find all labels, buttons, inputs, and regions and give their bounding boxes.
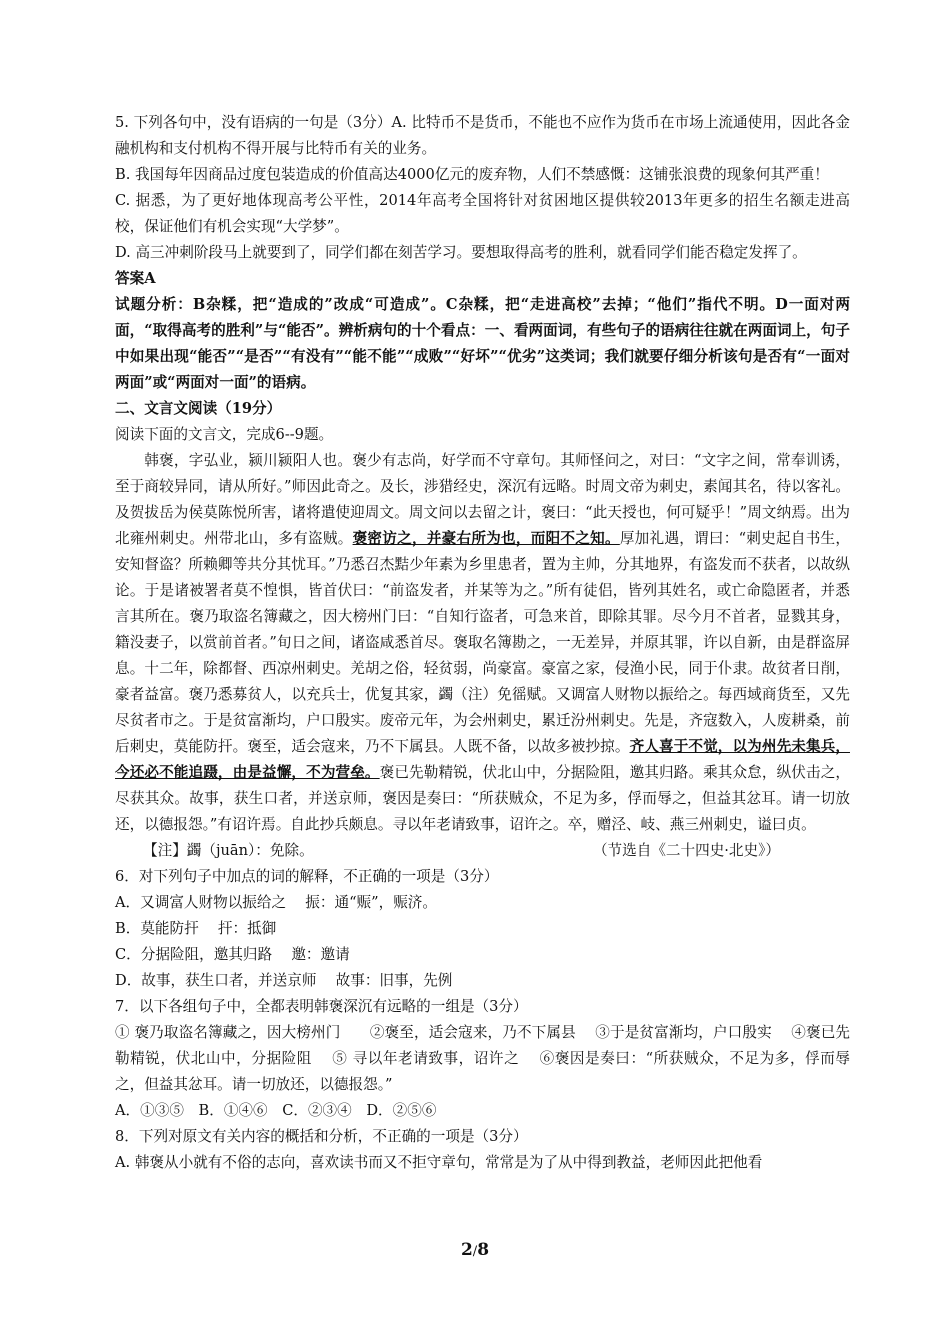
section-intro: 阅读下面的文言文，完成6--9题。: [115, 426, 334, 443]
passage-part-3: 褒已先勒精锐，伏北山中，分据险阻，邀其归路。乘其众怠，纵伏击之，尽获其众。故事，获生口者，并送京师，褒因是奏曰：“所获贼众，不足为多，俘而辱之，但益其忿耳。请一切放还，以德报怨。”有诏许焉。自此抄兵颇息。寻以年老请致事，诏许之。卒，赠泾、岐、燕三州刺史，谥曰贞。: [115, 764, 850, 833]
q6-option-d: D．故事，获生口者，并送京师 故事：旧事，先例: [115, 972, 453, 989]
q5-option-c: C. 据悉，为了更好地体现高考公平性，2014年高考全国将针对贫困地区提供较2013年更多的招生名额走进高校，保证他们有机会实现“大学梦”。: [115, 192, 850, 235]
q8-stem: 8．下列对原文有关内容的概括和分析，不正确的一项是（3分）: [115, 1128, 528, 1145]
q6-option-c: C．分据险阻，邀其归路 邀：邀请: [115, 946, 350, 963]
annotation-note: 【注】蠲（juān）：免除。: [143, 842, 314, 859]
q5-analysis: 试题分析：B杂糅，把“造成的”改成“可造成”。C杂糅，把“走进高校”去掉；“他们”指代不明。D一面对两面，“取得高考的胜利”与“能否”。辨析病句的十个看点：一、看两面词，有些句子的语病往往就在两面词上，句子中如果出现“能否”“是否”“有没有”“能不能”“成败”“好坏”“优劣”这类词；我们就要仔细分析该句是否有“一面对两面”或“两面对一面”的语病。: [115, 296, 850, 391]
source-citation: （节选自《二十四史·北史》）: [592, 842, 780, 859]
passage-part-1: 韩褒，字弘业，颍川颍阳人也。褒少有志尚，好学而不守章句。其师怪问之，对曰：“文字之间，常奉训诱，至于商较异同，请从所好。”师因此奇之。及长，涉猎经史，深沉有远略。时周文帝为刺史，素闻其名，待以客礼。及贺拔岳为侯莫陈悦所害，诸将遣使迎周文。周文问以去留之计，褒曰：“此天授也，何可疑乎！”周文纳焉。出为北雍州刺史。州带北山，多有盗贼。: [115, 452, 850, 547]
page-separator: /: [472, 1244, 478, 1259]
q7-options: A．①③⑤ B．①④⑥ C．②③④ D．②⑤⑥: [115, 1102, 437, 1119]
page-total: 8: [477, 1240, 490, 1260]
page-number: [0, 1240, 950, 1260]
q7-items: ① 褒乃取盗名簿藏之，因大榜州门 ②褒至，适会寇来，乃不下属县 ③于是贫富渐均，户口殷实 ④褒已先勒精锐，伏北山中，分据险阻 ⑤ 寻以年老请致事，诏许之 ⑥褒因是奏曰：“所获贼众，不足为多，俘而辱之，但益其忿耳。请一切放还，以德报怨。”: [115, 1024, 850, 1093]
q5-option-d: D. 高三冲刺阶段马上就要到了，同学们都在刻苦学习。要想取得高考的胜利，就看同学们能否稳定发挥了。: [115, 244, 807, 261]
q5-option-b: B. 我国每年因商品过度包装造成的价值高达4000亿元的废弃物，人们不禁感慨：这铺张浪费的现象何其严重！: [115, 166, 829, 183]
q6-option-b: B．莫能防扞 扞：抵御: [115, 920, 277, 937]
section-title: 二、文言文阅读（19分）: [115, 400, 282, 417]
q7-stem: 7．以下各组句子中，全都表明韩褒深沉有远略的一组是（3分）: [115, 998, 528, 1015]
q5-answer: 答案A: [115, 270, 156, 287]
note-line: [115, 838, 850, 864]
passage-underlined-1: 褒密访之，并豪右所为也，而阳不之知。: [352, 530, 620, 547]
passage-underlined-2: 齐人喜于不觉，以为州先未集兵，今还必不能追蹑，由是益懈，不为营垒。: [115, 738, 850, 781]
q6-option-a: A．又调富人财物以振给之 振：通“赈”，赈济。: [115, 894, 437, 911]
classical-passage: [115, 448, 850, 838]
page-current: 2: [460, 1240, 473, 1260]
q8-option-a: A. 韩褒从小就有不俗的志向，喜欢读书而又不拒守章句，常常是为了从中得到教益，老师因此把他看: [115, 1154, 763, 1171]
document-body: [115, 110, 850, 1176]
q5-stem-option-a: 5. 下列各句中，没有语病的一句是（3分）A. 比特币不是货币，不能也不应作为货币在市场上流通使用，因此各金融机构和支付机构不得开展与比特币有关的业务。: [115, 114, 850, 157]
passage-part-2: 厚加礼遇，谓曰：“刺史起自书生，安知督盗？所赖卿等共分其忧耳。”乃悉召杰黠少年素为乡里患者，置为主帅，分其地界，有盗发而不获者，以故纵论。于是诸被署者莫不惶惧，皆首伏曰：“前盗发者，并某等为之。”所有徒侣，皆列其姓名，或亡命隐匿者，并悉言其所在。褒乃取盗名簿藏之，因大榜州门曰：“自知行盗者，可急来首，即除其罪。尽今月不首者，显戮其身，籍没妻子，以赏前首者。”旬日之间，诸盗咸悉首尽。褒取名簿勘之，一无差异，并原其罪，许以自新，由是群盗屏息。十二年，除都督、西凉州刺史。羌胡之俗，轻贫弱，尚豪富。豪富之家，侵渔小民，同于仆隶。故贫者日削，豪者益富。褒乃悉募贫人，以充兵士，优复其家，蠲（注）免徭赋。又调富人财物以振给之。每西域商货至，又先尽贫者市之。于是贫富渐均，户口殷实。废帝元年，为会州刺史，累迁汾州刺史。先是，齐寇数入，人废耕桑，前后刺史，莫能防扞。褒至，适会寇来，乃不下属县。人既不备，以故多被抄掠。: [115, 530, 850, 755]
q6-stem: 6．对下列句子中加点的词的解释，不正确的一项是（3分）: [115, 868, 499, 885]
